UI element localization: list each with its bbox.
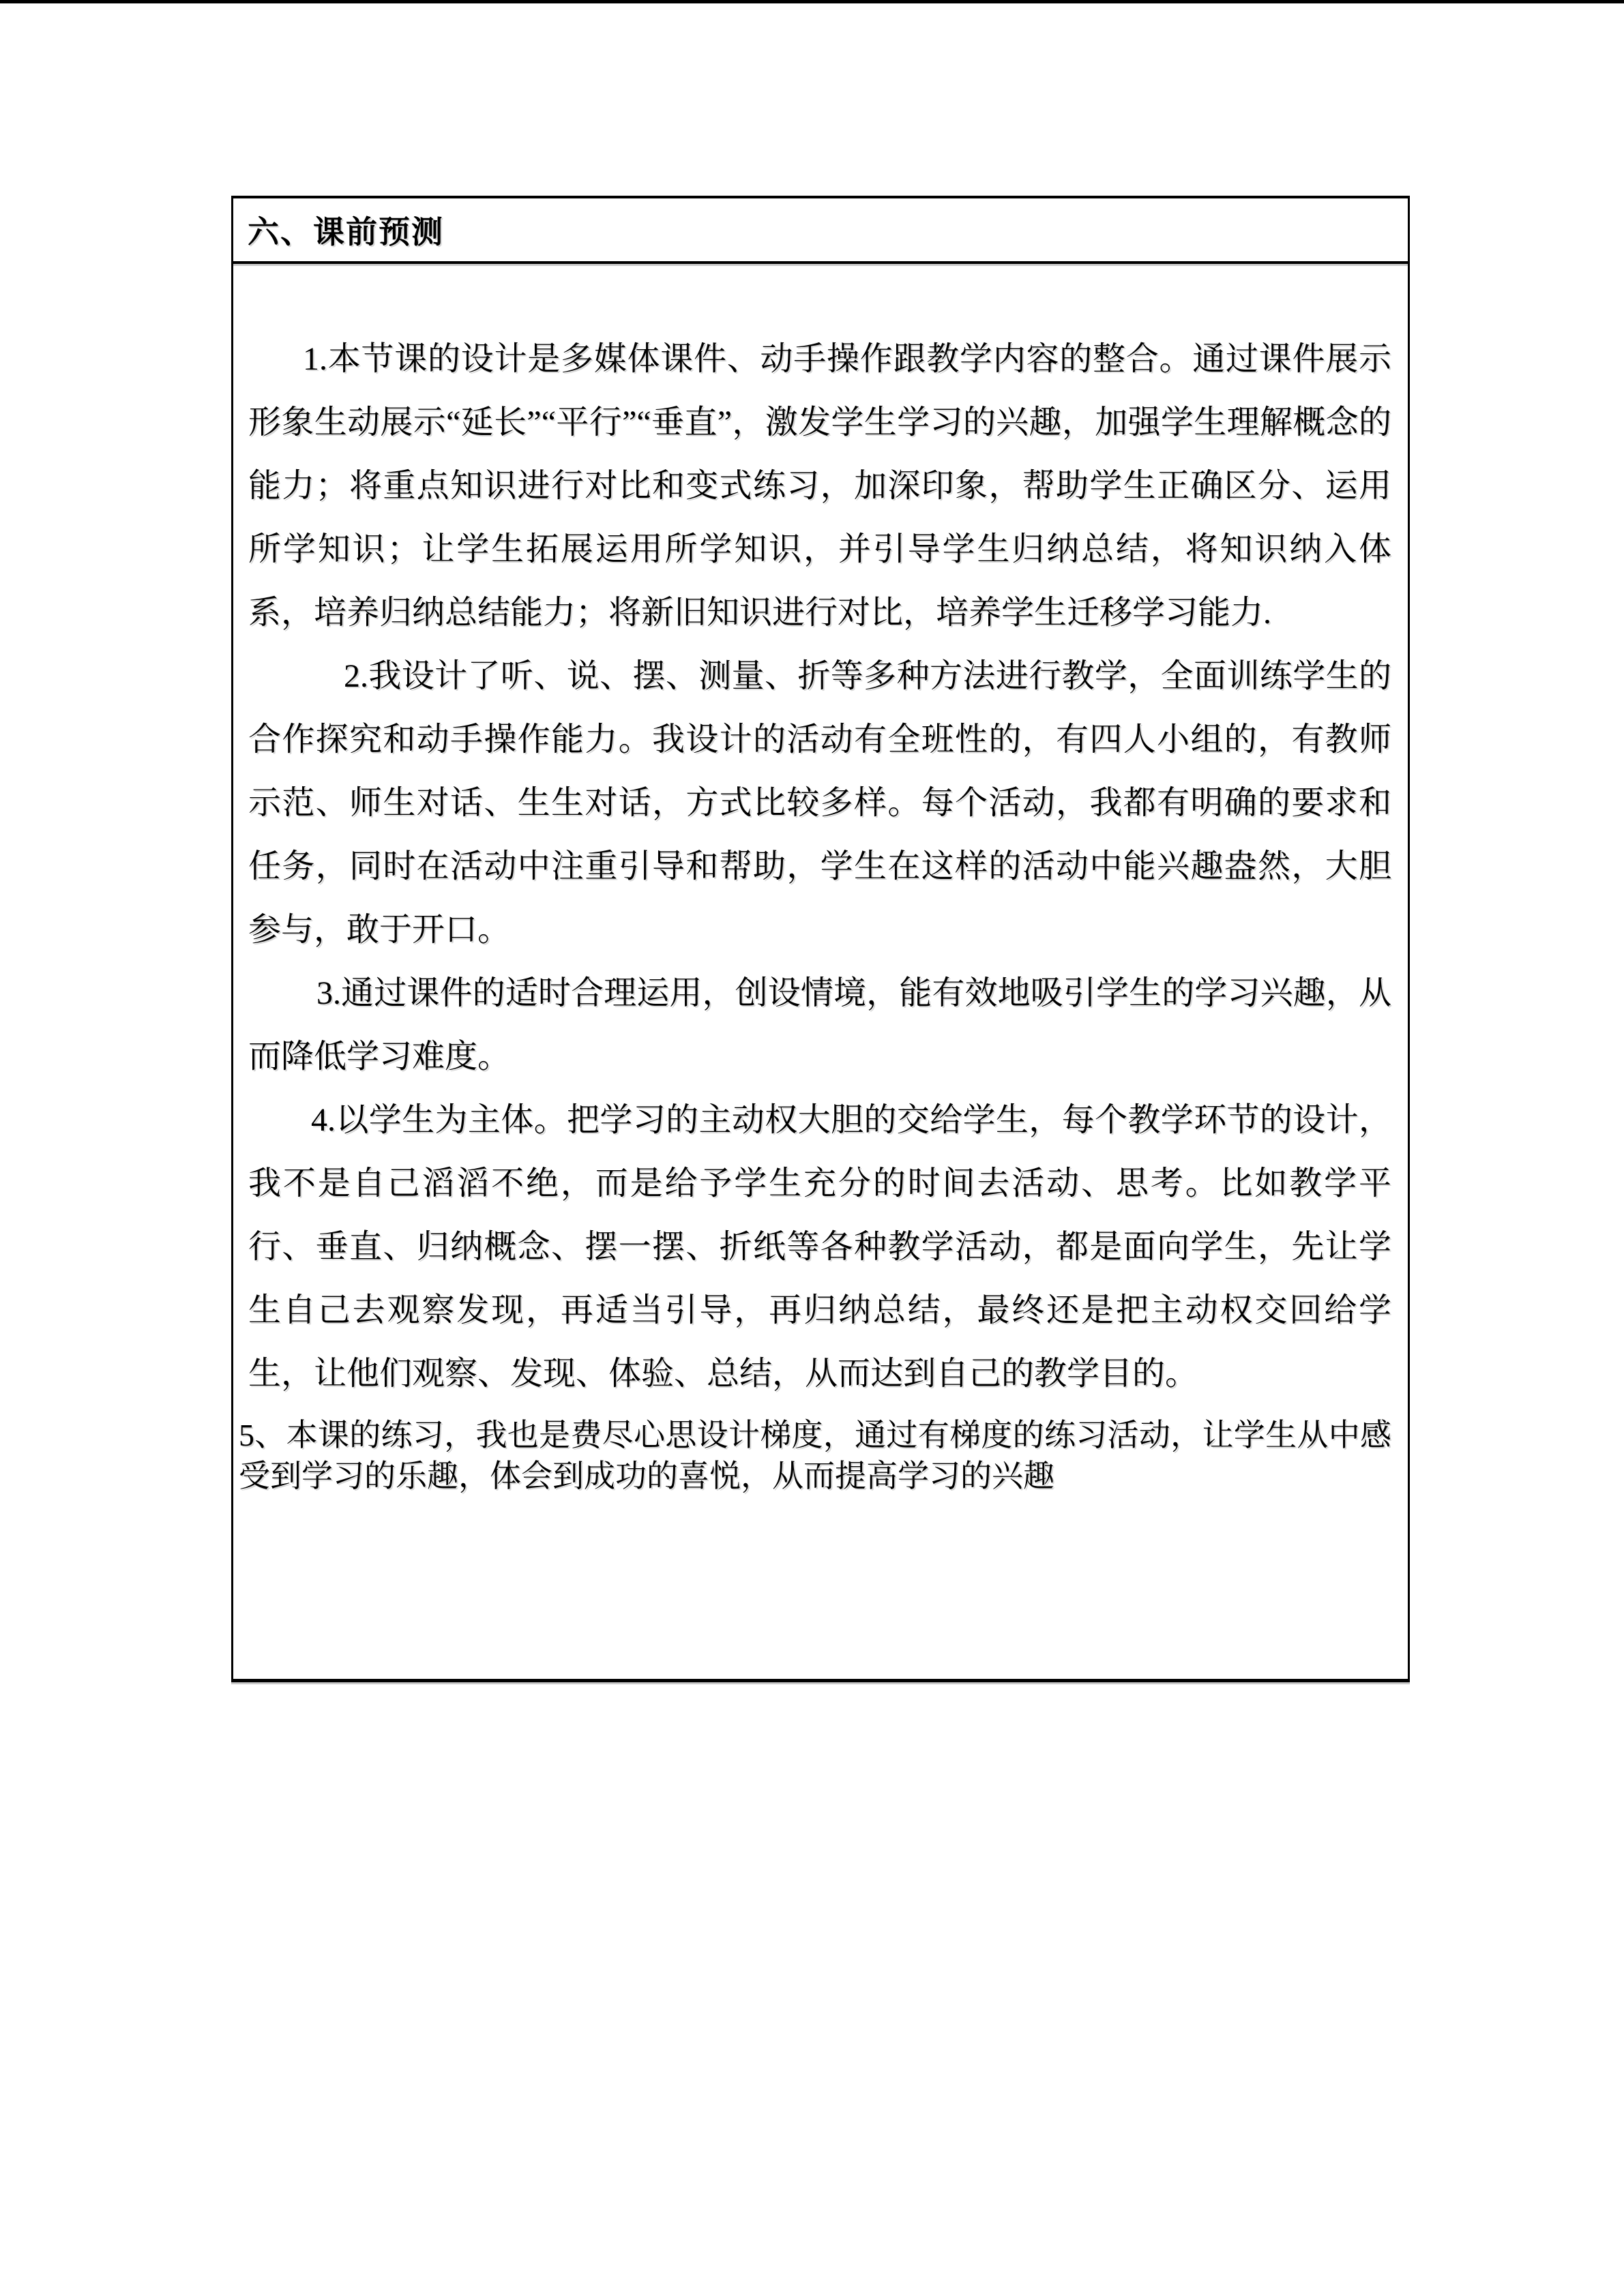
paragraph-3: 3.通过课件的适时合理运用，创设情境，能有效地吸引学生的学习兴趣，从而降低学习难度。 — [248, 975, 1391, 1075]
page-top-black-bar — [0, 0, 1624, 3]
paragraph-5: 5、本课的练习，我也是费尽心思设计梯度，通过有梯度的练习活动，让学生从中感受到学习的乐趣，体会到成功的喜悦，从而提高学习的兴趣 — [239, 1418, 1391, 1493]
table-body-cell — [233, 264, 1408, 1679]
paragraph-4: 4.以学生为主体。把学习的主动权大胆的交给学生，每个教学环节的设计，我不是自己滔滔不绝，而是给予学生充分的时间去活动、思考。比如教学平行、垂直、归纳概念、摆一摆、折纸等各种教学活动，都是面向学生，先让学生自己去观察发现，再适当引导，再归纳总结，最终还是把主动权交回给学生，让他们观察、发现、体验、总结，从而达到自己的教学目的。 — [248, 1102, 1391, 1392]
paragraph-1: 1.本节课的设计是多媒体课件、动手操作跟教学内容的整合。通过课件展示形象生动展示“延长”“平行”“垂直”，激发学生学习的兴趣，加强学生理解概念的能力；将重点知识进行对比和变式练习，加深印象，帮助学生正确区分、运用所学知识；让学生拓展运用所学知识，并引导学生归纳总结，将知识纳入体系，培养归纳总结能力；将新旧知识进行对比，培养学生迁移学习能力. — [248, 341, 1391, 631]
table-header-row — [233, 198, 1408, 264]
pretest-section-table — [231, 196, 1410, 1682]
paragraph-2: 2.我设计了听、说、摆、测量、折等多种方法进行教学，全面训练学生的合作探究和动手操作能力。我设计的活动有全班性的，有四人小组的，有教师示范、师生对话、生生对话，方式比较多样。每个活动，我都有明确的要求和任务，同时在活动中注重引导和帮助，学生在这样的活动中能兴趣盎然，大胆参与，敢于开口。 — [248, 658, 1391, 948]
section-title: 六、课前预测 — [248, 215, 444, 250]
